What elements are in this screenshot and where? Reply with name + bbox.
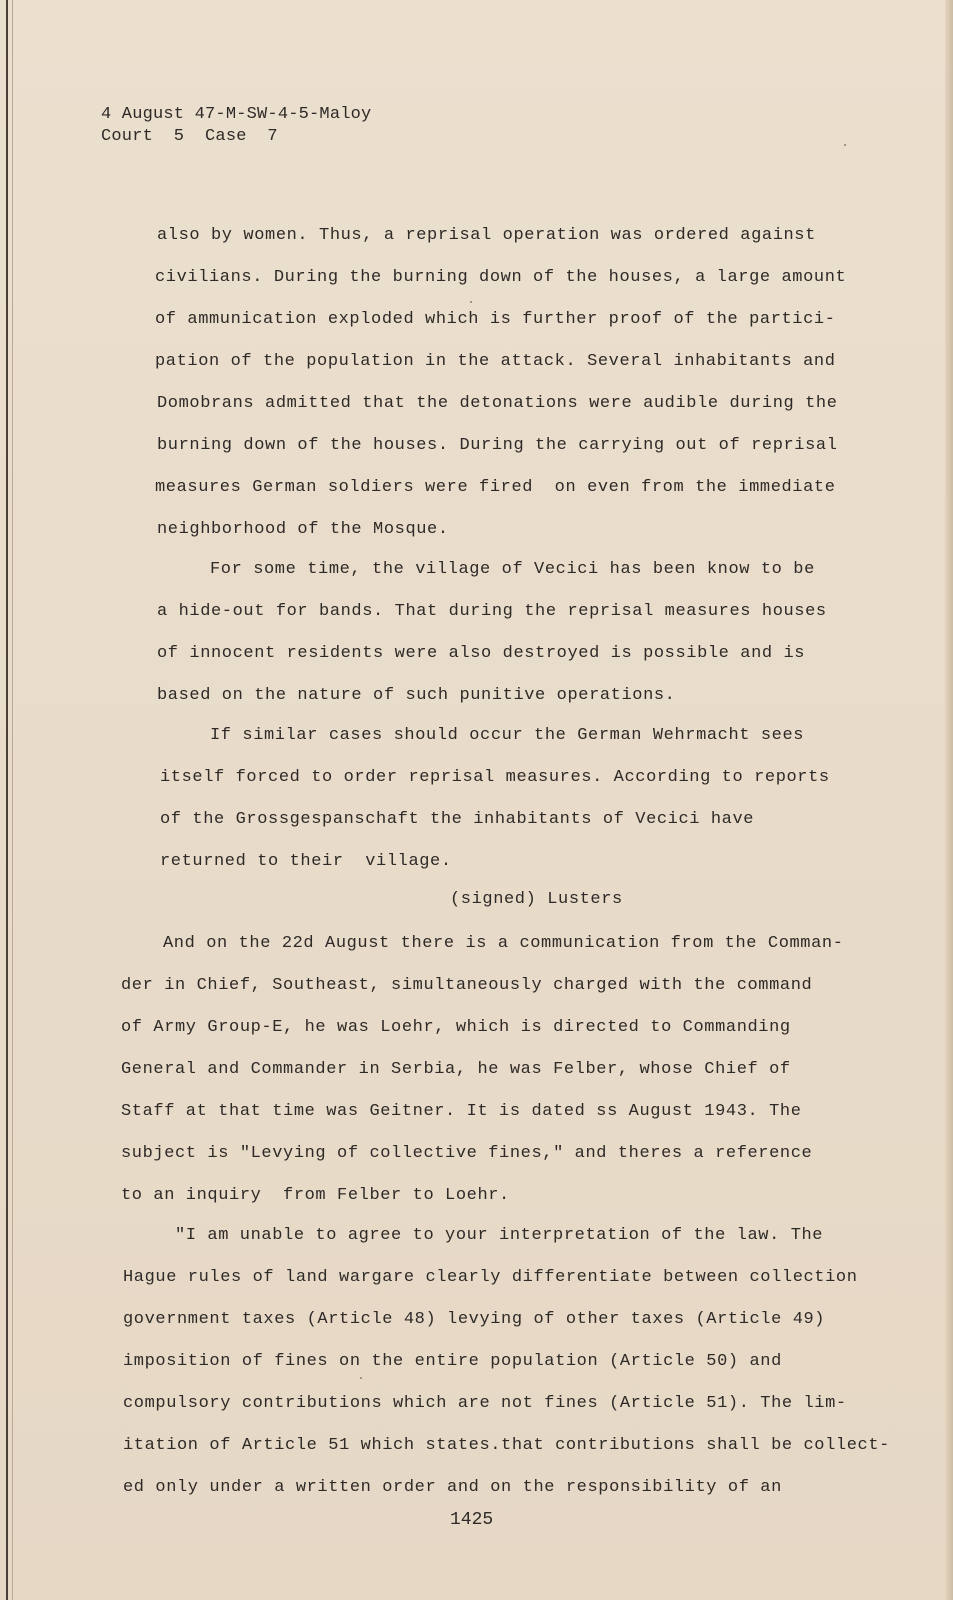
body-line: based on the nature of such punitive operations. (157, 686, 676, 705)
page-binding-edge-inner (12, 0, 13, 1600)
body-line: to an inquiry from Felber to Loehr. (121, 1186, 510, 1205)
page-number: 1425 (450, 1510, 494, 1530)
body-line: Staff at that time was Geitner. It is dated ss August 1943. The (121, 1102, 802, 1121)
body-line: a hide-out for bands. That during the reprisal measures houses (157, 602, 827, 621)
body-line: imposition of fines on the entire population (Article 50) and (123, 1352, 782, 1371)
page-binding-edge (6, 0, 8, 1600)
body-line: returned to their village. (160, 852, 452, 871)
body-line: of the Grossgespanschaft the inhabitants of Vecici have (160, 810, 755, 829)
paper-speck (844, 144, 846, 146)
body-line: of innocent residents were also destroyed is possible and is (157, 644, 806, 663)
body-line: itation of Article 51 which states.that contributions shall be collect- (123, 1436, 890, 1455)
body-line: of ammunication exploded which is further proof of the partici- (155, 310, 836, 329)
body-line: itself forced to order reprisal measures. According to reports (160, 768, 830, 787)
header-court-line: Court 5 Case 7 (101, 127, 278, 146)
signature-line: (signed) Lusters (450, 890, 623, 909)
body-line: of Army Group-E, he was Loehr, which is directed to Commanding (121, 1018, 791, 1037)
page-right-edge (945, 0, 953, 1600)
paper-speck (360, 1377, 362, 1379)
document-header (101, 104, 371, 148)
body-line: ed only under a written order and on the responsibility of an (123, 1478, 782, 1497)
body-line: "I am unable to agree to your interpretation of the law. The (175, 1226, 824, 1245)
body-line: For some time, the village of Vecici has been know to be (210, 560, 815, 579)
body-line: neighborhood of the Mosque. (157, 520, 449, 539)
body-line: pation of the population in the attack. Several inhabitants and (155, 352, 836, 371)
paper-speck (470, 301, 472, 303)
body-line: And on the 22d August there is a communication from the Comman- (163, 934, 844, 953)
body-line: subject is "Levying of collective fines," and theres a reference (121, 1144, 813, 1163)
body-line: der in Chief, Southeast, simultaneously charged with the command (121, 976, 813, 995)
body-line: measures German soldiers were fired on even from the immediate (155, 478, 836, 497)
body-line: If similar cases should occur the German Wehrmacht sees (210, 726, 805, 745)
body-line: civilians. During the burning down of the houses, a large amount (155, 268, 847, 287)
body-line: compulsory contributions which are not fines (Article 51). The lim- (123, 1394, 847, 1413)
body-line: also by women. Thus, a reprisal operation was ordered against (157, 226, 816, 245)
body-line: burning down of the houses. During the carrying out of reprisal (157, 436, 838, 455)
header-date-line: 4 August 47-M-SW-4-5-Maloy (101, 105, 372, 124)
body-line: government taxes (Article 48) levying of other taxes (Article 49) (123, 1310, 826, 1329)
body-line: Domobrans admitted that the detonations were audible during the (157, 394, 838, 413)
body-line: General and Commander in Serbia, he was Felber, whose Chief of (121, 1060, 791, 1079)
body-line: Hague rules of land wargare clearly differentiate between collection (123, 1268, 858, 1287)
